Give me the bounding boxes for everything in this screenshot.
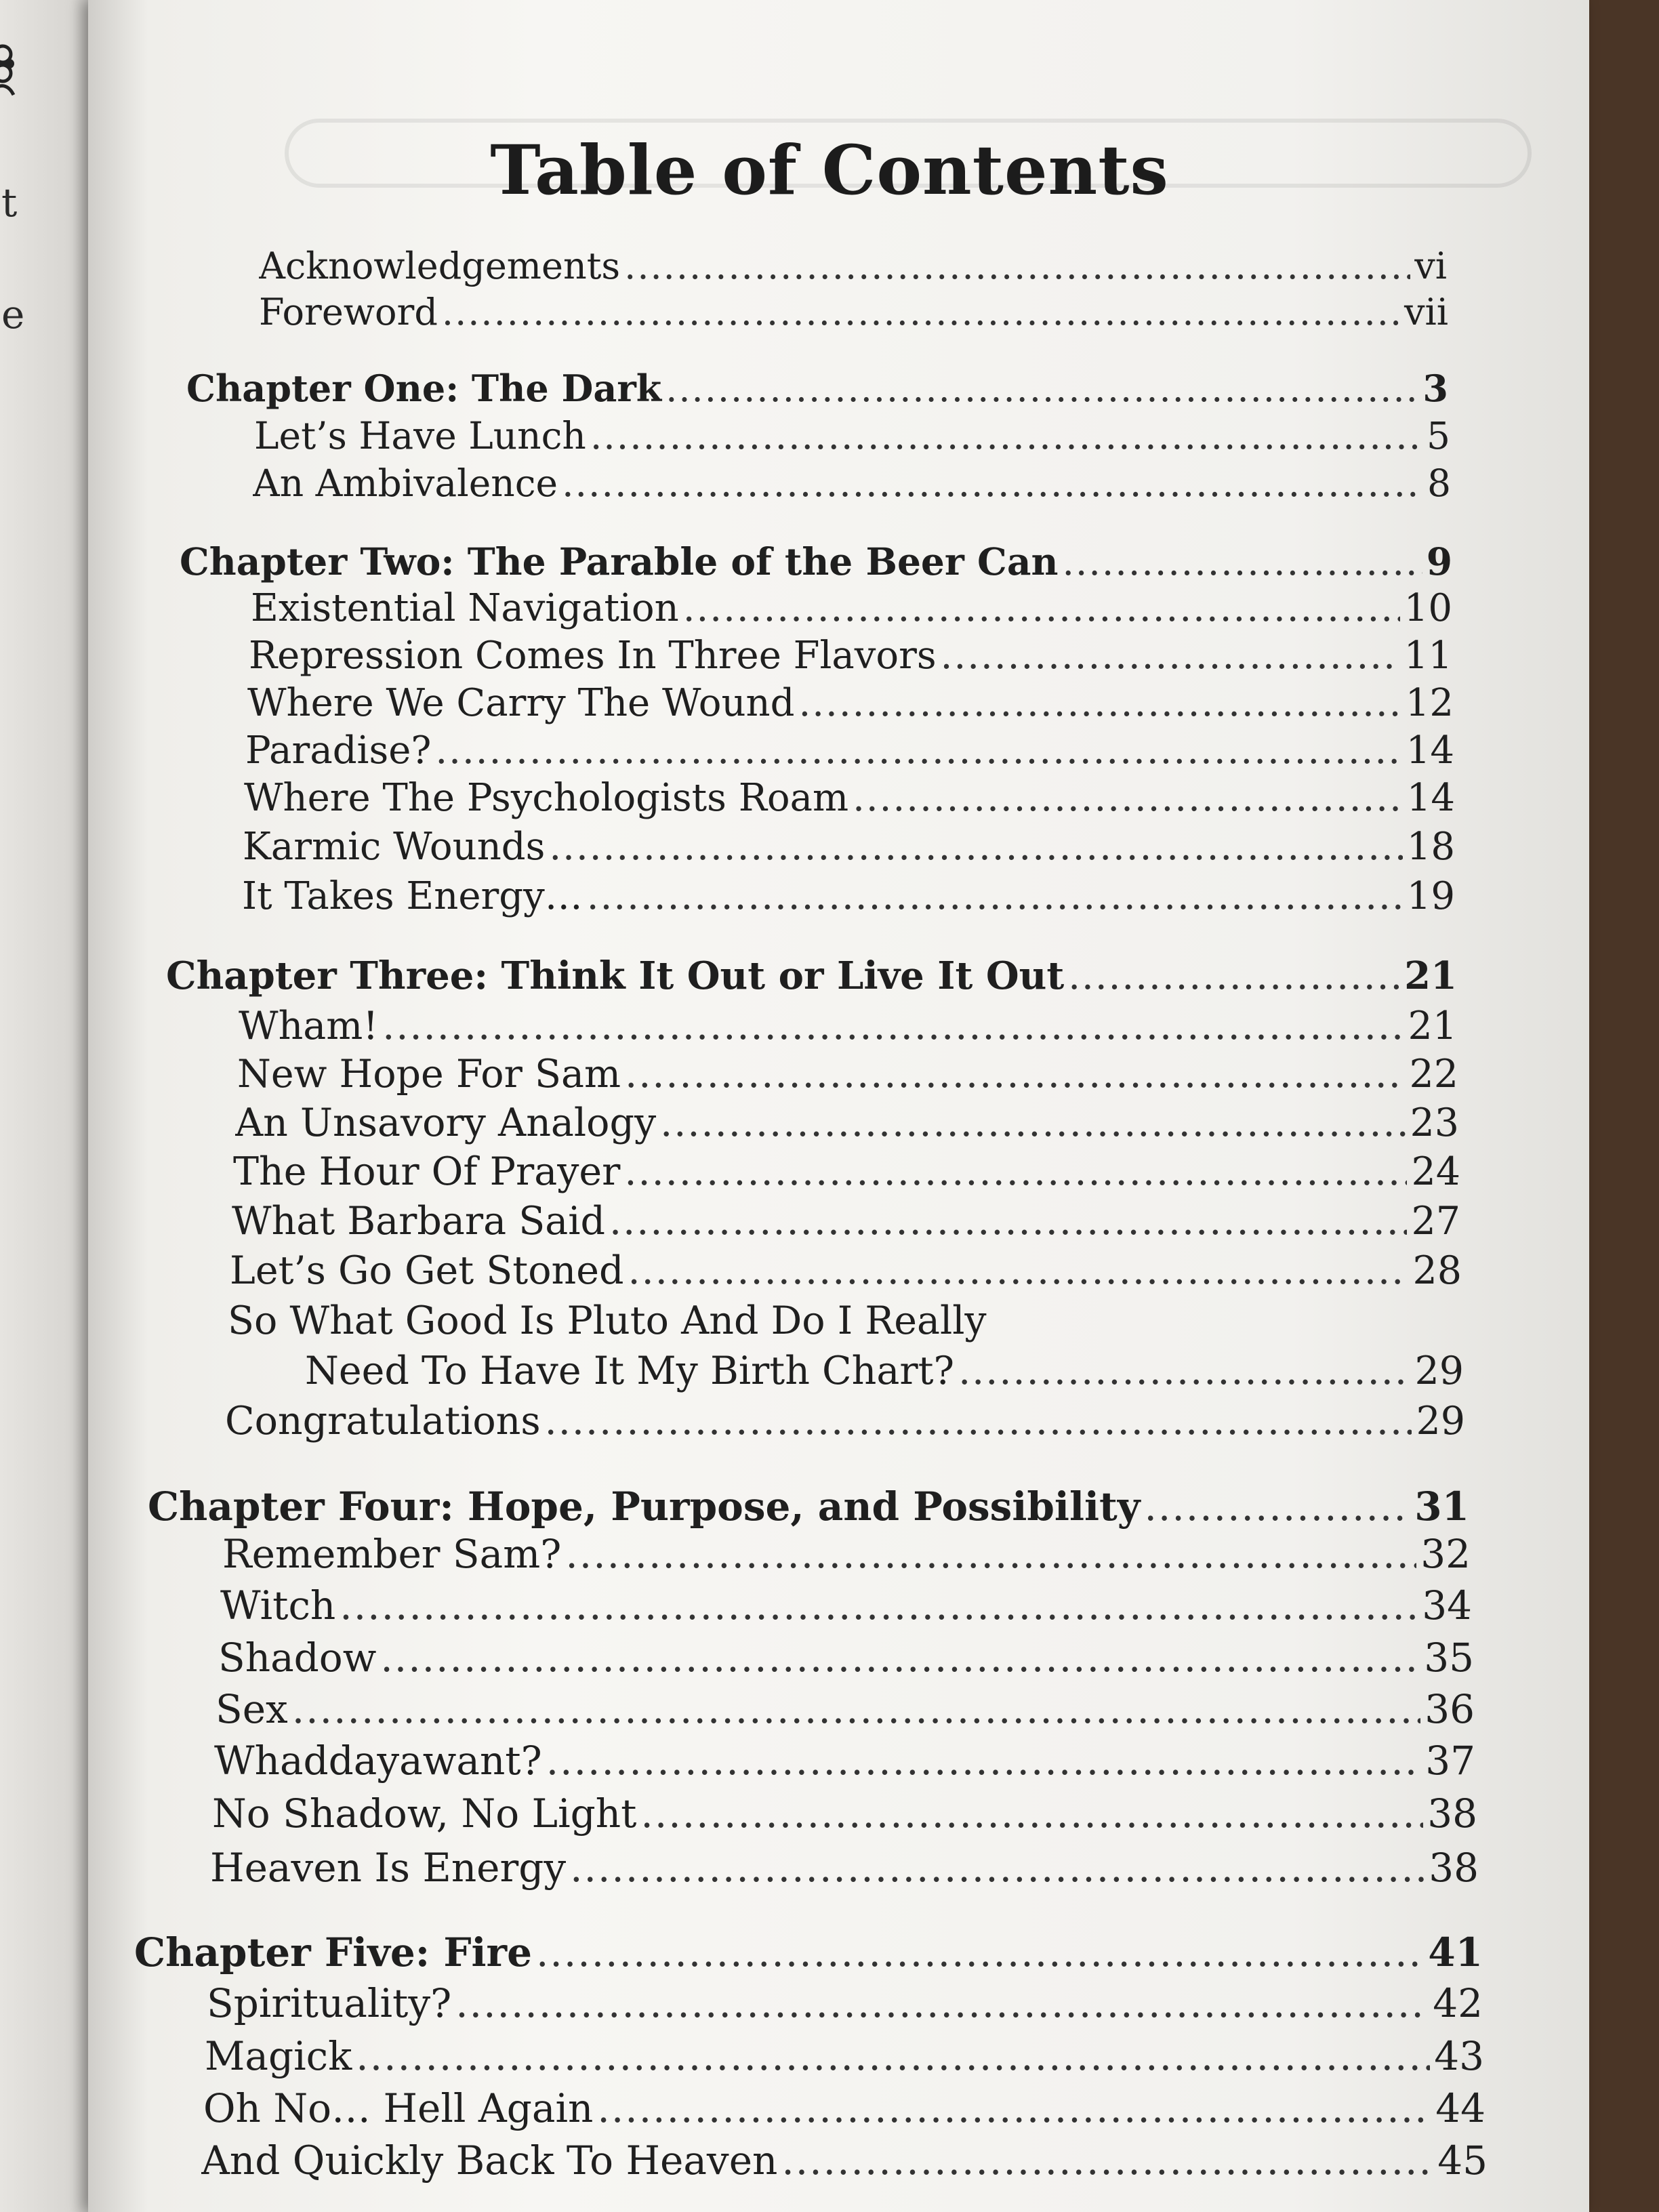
dot-leader — [455, 1980, 1429, 2028]
toc-page-number: 8 — [1427, 462, 1451, 505]
toc-entry — [232, 1198, 1460, 1244]
toc-chapter-entry — [148, 1483, 1469, 1531]
toc-entry — [259, 291, 1448, 335]
toc-page-number: 28 — [1412, 1248, 1462, 1293]
toc-entry — [242, 874, 1455, 919]
dot-leader — [356, 2033, 1430, 2081]
toc-entry — [249, 633, 1452, 678]
toc-page-number: 21 — [1408, 1004, 1457, 1048]
toc-entry-title: No Shadow, No Light — [212, 1790, 637, 1837]
dot-leader — [624, 1149, 1407, 1195]
dot-leader — [628, 1248, 1408, 1294]
toc-entry-title: It Takes Energy… — [242, 874, 583, 918]
toc-entry-title: Remember Sam? — [222, 1531, 562, 1577]
toc-page-number: 21 — [1404, 954, 1457, 998]
toc-entry-title: Chapter Five: Fire — [134, 1929, 532, 1975]
dot-leader — [587, 874, 1403, 919]
toc-page-number: 14 — [1406, 776, 1455, 820]
toc-page-number: 29 — [1414, 1349, 1464, 1393]
toc-entry-title: Foreword — [259, 291, 438, 333]
toc-entry-title: Magick — [205, 2033, 352, 2079]
toc-page-number: 10 — [1404, 586, 1452, 630]
page-title: Table of Contents — [490, 130, 1169, 210]
toc-entry-title: Chapter Two: The Parable of the Beer Can — [180, 539, 1059, 583]
toc-entry — [253, 461, 1451, 506]
toc-entry — [254, 413, 1450, 458]
toc-entry-title: Oh No… Hell Again — [203, 2085, 594, 2131]
toc-entry-title: Whaddayawant? — [214, 1738, 542, 1784]
toc-page-number: 38 — [1429, 1845, 1479, 1891]
toc-entry — [235, 1100, 1459, 1146]
toc-entry-title: Witch — [220, 1582, 336, 1629]
toc-chapter-entry — [134, 1929, 1483, 1977]
toc-entry — [203, 2085, 1486, 2133]
toc-entry-title: New Hope For Sam — [237, 1052, 621, 1097]
toc-entry-title: What Barbara Said — [232, 1199, 605, 1244]
toc-entry — [251, 586, 1452, 631]
dot-leader — [546, 1738, 1421, 1785]
dot-leader — [1062, 539, 1422, 584]
dot-leader — [292, 1686, 1420, 1734]
toc-page-number: 5 — [1427, 414, 1450, 457]
toc-chapter-entry — [180, 539, 1452, 584]
toc-page-number: 43 — [1434, 2033, 1484, 2079]
toc-entry — [222, 1531, 1471, 1578]
dot-leader — [625, 1051, 1405, 1097]
toc-entry — [259, 245, 1447, 289]
toc-entry — [225, 1398, 1465, 1444]
toc-entry — [239, 1003, 1457, 1049]
toc-entry-title: The Hour Of Prayer — [233, 1149, 621, 1194]
toc-entry — [247, 680, 1454, 726]
toc-entry — [233, 1149, 1460, 1195]
toc-entry-title: So What Good Is Pluto And Do I Really — [228, 1298, 987, 1343]
toc-entry — [216, 1686, 1475, 1734]
dot-leader — [565, 1531, 1416, 1578]
toc-page-number: 18 — [1406, 825, 1455, 869]
toc-page-number: 44 — [1435, 2085, 1486, 2131]
prev-page-fragment: t — [1, 180, 18, 226]
toc-page-number: vii — [1404, 291, 1448, 333]
dot-leader — [1068, 954, 1400, 999]
dot-leader — [597, 2085, 1431, 2133]
toc-page-number: vi — [1414, 245, 1447, 287]
toc-entry — [244, 775, 1455, 821]
toc-entry — [220, 1582, 1472, 1630]
toc-entry-title: Wham! — [239, 1004, 379, 1048]
toc-entry — [218, 1635, 1474, 1682]
toc-page-number: 32 — [1420, 1531, 1471, 1577]
toc-page-number: 36 — [1425, 1686, 1475, 1732]
toc-page-number: 35 — [1424, 1635, 1474, 1681]
toc-page-number: 45 — [1437, 2137, 1488, 2184]
toc-page-number: 14 — [1406, 729, 1454, 773]
dot-leader — [624, 245, 1410, 289]
toc-page-number: 41 — [1428, 1929, 1483, 1975]
toc-page-number: 42 — [1433, 1980, 1483, 2026]
dot-leader — [853, 775, 1403, 821]
toc-entry-title: Shadow — [218, 1635, 377, 1681]
dot-leader — [442, 291, 1400, 335]
toc-page-number: 29 — [1416, 1399, 1465, 1443]
toc-chapter-entry — [166, 954, 1457, 999]
dot-leader — [435, 728, 1401, 773]
dot-leader — [941, 633, 1400, 678]
toc-page-number: 23 — [1410, 1101, 1459, 1145]
toc-entry-title: Paradise? — [245, 729, 432, 773]
toc-entry — [305, 1348, 1464, 1394]
toc-entry-title: Heaven Is Energy — [210, 1845, 567, 1891]
toc-entry — [245, 728, 1454, 773]
toc-entry-title: Let’s Have Lunch — [254, 414, 586, 457]
toc-page-number: 22 — [1409, 1052, 1458, 1097]
dot-leader — [1145, 1483, 1411, 1531]
toc-entry-title: Congratulations — [225, 1399, 541, 1443]
dot-leader — [340, 1582, 1418, 1630]
dot-leader — [609, 1198, 1407, 1244]
toc-entry-title: And Quickly Back To Heaven — [201, 2137, 778, 2184]
dot-leader — [590, 413, 1422, 458]
dot-leader — [382, 1003, 1404, 1049]
toc-entry — [210, 1845, 1479, 1892]
dot-leader — [683, 586, 1400, 631]
dot-leader — [380, 1635, 1420, 1682]
toc-entry — [214, 1738, 1475, 1785]
dot-leader — [640, 1790, 1423, 1838]
toc-entry-title: Repression Comes In Three Flavors — [249, 634, 937, 678]
toc-page-number: 37 — [1425, 1738, 1475, 1784]
dot-leader — [660, 1100, 1406, 1146]
toc-entry — [205, 2033, 1484, 2081]
toc-entry-title: Where We Carry The Wound — [247, 681, 795, 725]
toc-entry-title: An Ambivalence — [253, 462, 558, 505]
toc-entry — [237, 1051, 1458, 1097]
dot-leader — [570, 1845, 1425, 1892]
toc-page-number: 3 — [1422, 367, 1448, 410]
toc-entry — [201, 2137, 1488, 2185]
prev-page-fragment: e — [1, 291, 25, 337]
toc-page-number: 27 — [1411, 1199, 1460, 1244]
toc-entry-title: An Unsavory Analogy — [235, 1101, 657, 1145]
toc-page-number: 11 — [1404, 634, 1452, 678]
dot-leader — [536, 1929, 1424, 1977]
toc-entry-title: Existential Navigation — [251, 586, 679, 630]
dot-leader — [781, 2137, 1433, 2185]
toc-page-number: 31 — [1414, 1483, 1469, 1530]
toc-chapter-entry — [186, 367, 1448, 411]
toc-page-number: 12 — [1405, 681, 1454, 725]
toc-entry-title: Chapter Three: Think It Out or Live It Out — [166, 954, 1065, 998]
toc-page-number: 34 — [1422, 1582, 1472, 1629]
toc-entry — [243, 824, 1455, 869]
toc-entry-title: Sex — [216, 1686, 288, 1732]
toc-page-number: 9 — [1426, 539, 1452, 583]
dot-leader — [665, 367, 1418, 411]
dot-leader — [545, 1398, 1412, 1444]
toc-entry-title: Acknowledgements — [259, 245, 621, 287]
toc-entry-title: Need To Have It My Birth Chart? — [305, 1349, 955, 1393]
toc-entry — [207, 1980, 1483, 2028]
toc-entry-title: Karmic Wounds — [243, 825, 546, 869]
toc-entry — [230, 1248, 1462, 1294]
toc-entry-title: Chapter Four: Hope, Purpose, and Possibility — [148, 1483, 1141, 1530]
toc-page-number: 19 — [1406, 874, 1455, 918]
toc-entry — [212, 1790, 1477, 1838]
toc-page-number: 24 — [1411, 1149, 1460, 1194]
dot-leader — [958, 1348, 1410, 1394]
dot-leader — [562, 461, 1423, 506]
toc-entry-title: Chapter One: The Dark — [186, 367, 662, 410]
toc-entry — [228, 1298, 1050, 1344]
dot-leader — [549, 824, 1402, 869]
toc-entry-title: Let’s Go Get Stoned — [230, 1248, 624, 1293]
dot-leader — [798, 680, 1401, 726]
toc-page-number: 38 — [1427, 1790, 1477, 1837]
toc-entry-title: Where The Psychologists Roam — [244, 776, 849, 820]
toc-entry-title: Spirituality? — [207, 1980, 452, 2026]
